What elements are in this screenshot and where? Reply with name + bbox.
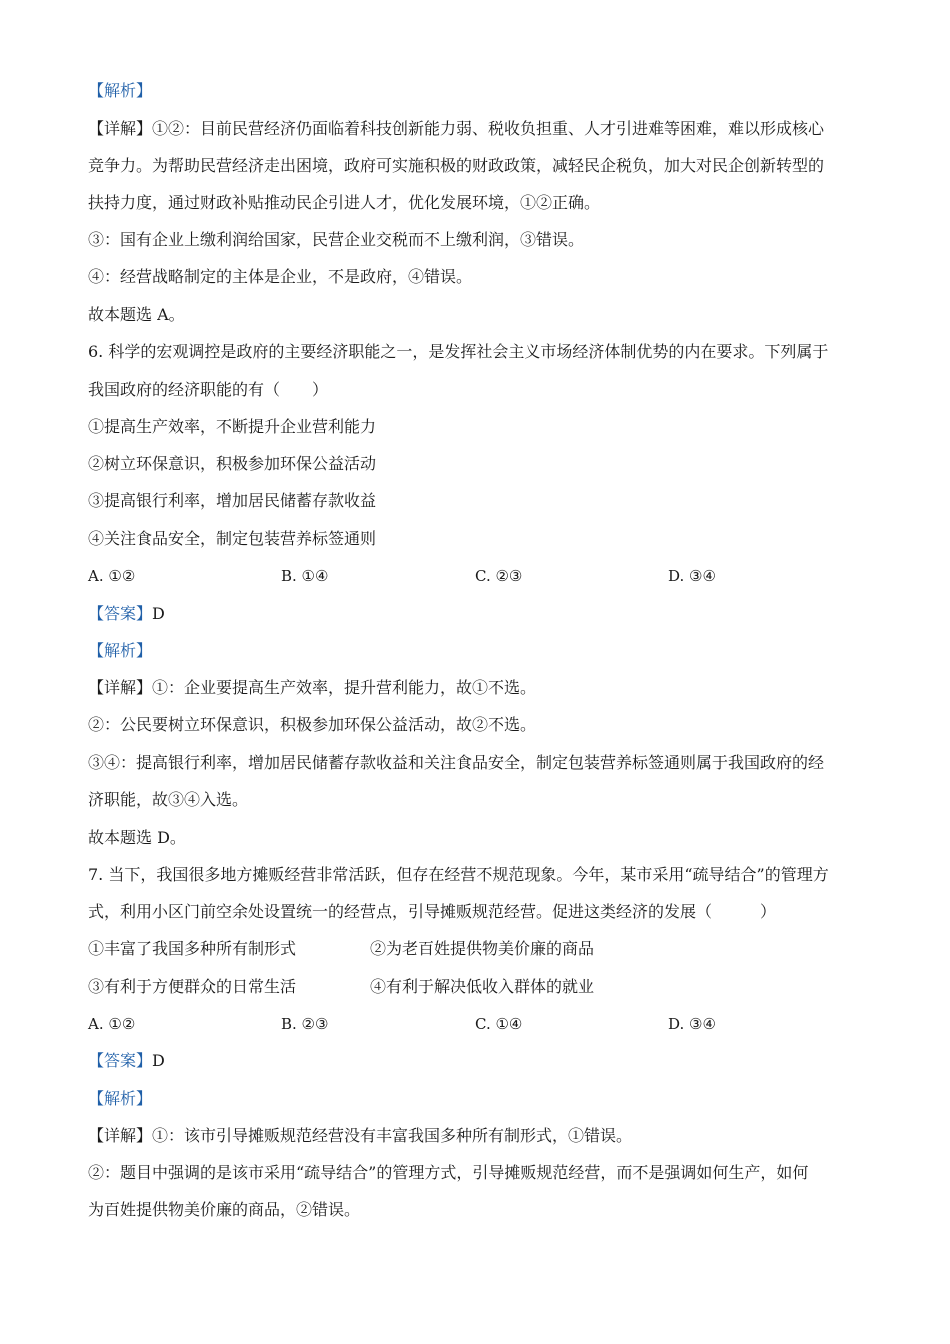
- detail-text: ③：国有企业上缴利润给国家，民营企业交税而不上缴利润，③错误。: [88, 230, 585, 249]
- analysis-heading: 【解析】: [88, 1089, 153, 1108]
- statement-item: ③提高银行利率，增加居民储蓄存款收益: [88, 491, 377, 510]
- detail-text: ④：经营战略制定的主体是企业，不是政府，④错误。: [88, 267, 473, 286]
- detail-text: 【详解】①：该市引导摊贩规范经营没有丰富我国多种所有制形式，①错误。: [88, 1126, 633, 1145]
- option-a: A. ①②: [88, 567, 136, 585]
- answer-options: [88, 565, 868, 587]
- analysis-heading: 【解析】: [88, 641, 153, 660]
- detail-text: 【详解】①：企业要提高生产效率，提升营利能力，故①不选。: [88, 678, 537, 697]
- option-c: C. ②③: [475, 567, 523, 585]
- option-b: B. ①④: [281, 567, 329, 585]
- statement-item: ④关注食品安全，制定包装营养标签通则: [88, 529, 377, 548]
- statement-item: ③有利于方便群众的日常生活: [88, 977, 297, 996]
- detail-text: ③④：提高银行利率，增加居民储蓄存款收益和关注食品安全，制定包装营养标签通则属于我国政府的经: [88, 753, 825, 772]
- detail-text: 竞争力。为帮助民营经济走出困境，政府可实施积极的财政政策，减轻民企税负，加大对民企创新转型的: [88, 156, 825, 175]
- answer-line: [88, 1050, 868, 1072]
- detail-text: 济职能，故③④入选。: [88, 790, 249, 809]
- statement-item: ①提高生产效率，不断提升企业营利能力: [88, 417, 377, 436]
- answer-value: D: [152, 604, 165, 623]
- option-d: D. ③④: [668, 567, 716, 585]
- answer-label: 【答案】: [88, 604, 153, 623]
- question-stem: 6. 科学的宏观调控是政府的主要经济职能之一，是发挥社会主义市场经济体制优势的内在要求。下列属于: [88, 342, 829, 361]
- answer-value: D: [152, 1051, 165, 1070]
- detail-text: 【详解】①②：目前民营经济仍面临着科技创新能力弱、税收负担重、人才引进难等困难，难以形成核心: [88, 119, 825, 138]
- statement-item: ②为老百姓提供物美价廉的商品: [370, 939, 595, 958]
- answer-options: [88, 1013, 868, 1035]
- statement-item: ④有利于解决低收入群体的就业: [370, 977, 595, 996]
- conclusion-text: 故本题选 D。: [88, 828, 186, 847]
- statement-row: [88, 976, 868, 998]
- question-stem: 我国政府的经济职能的有（ ）: [88, 380, 329, 399]
- answer-label: 【答案】: [88, 1051, 153, 1070]
- statement-row: [88, 938, 868, 960]
- detail-text: 为百姓提供物美价廉的商品，②错误。: [88, 1200, 361, 1219]
- statement-item: ②树立环保意识，积极参加环保公益活动: [88, 454, 377, 473]
- detail-text: 扶持力度，通过财政补贴推动民企引进人才，优化发展环境，①②正确。: [88, 193, 601, 212]
- option-a: A. ①②: [88, 1015, 136, 1033]
- option-c: C. ①④: [475, 1015, 523, 1033]
- question-stem: 7. 当下，我国很多地方摊贩经营非常活跃，但存在经营不规范现象。今年，某市采用“疏导结合”的管理方: [88, 865, 829, 884]
- analysis-heading: 【解析】: [88, 81, 153, 100]
- question-stem: 式，利用小区门前空余处设置统一的经营点，引导摊贩规范经营。促进这类经济的发展（ ）: [88, 902, 777, 921]
- conclusion-text: 故本题选 A。: [88, 305, 185, 324]
- answer-line: [88, 603, 868, 625]
- option-b: B. ②③: [281, 1015, 329, 1033]
- detail-text: ②：题目中强调的是该市采用“疏导结合”的管理方式，引导摊贩规范经营，而不是强调如何生产，如何: [88, 1163, 809, 1182]
- detail-text: ②：公民要树立环保意识，积极参加环保公益活动，故②不选。: [88, 715, 537, 734]
- option-d: D. ③④: [668, 1015, 716, 1033]
- statement-item: ①丰富了我国多种所有制形式: [88, 939, 297, 958]
